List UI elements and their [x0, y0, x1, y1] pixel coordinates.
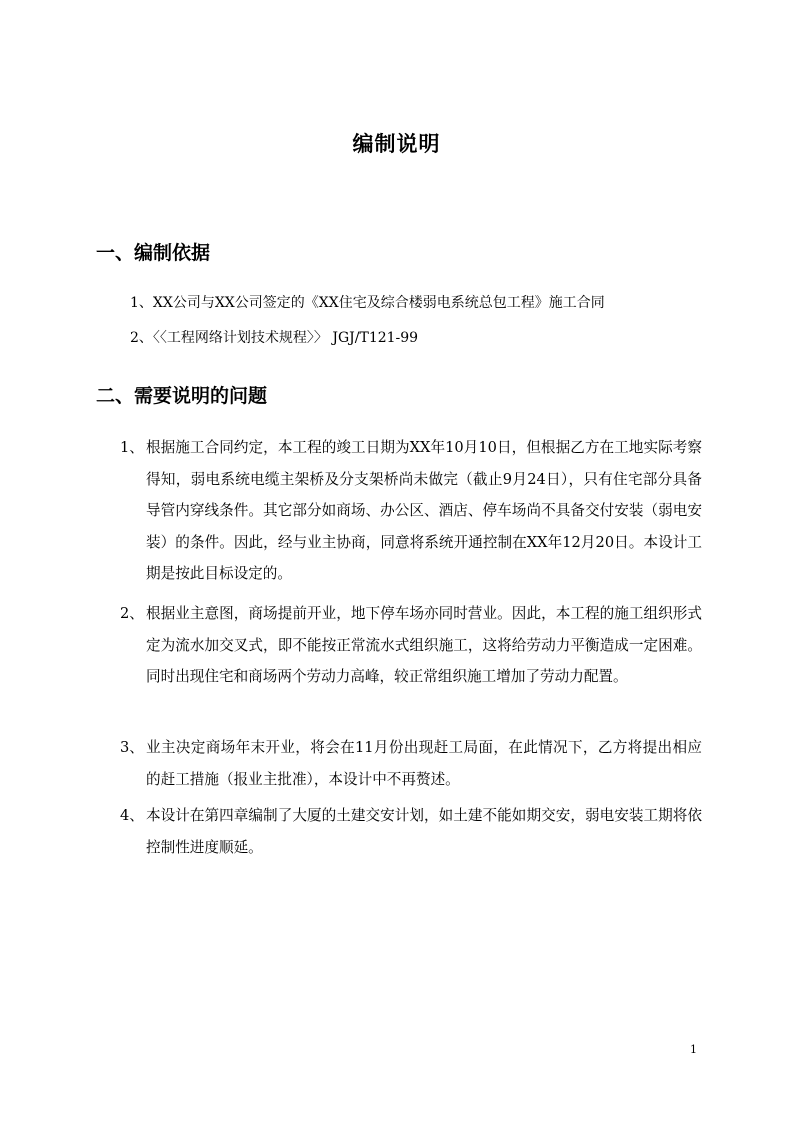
- issue-item-number: 2、: [120, 605, 144, 622]
- section-heading-issues: 二、需要说明的问题: [96, 385, 268, 407]
- issue-item-3: [120, 732, 702, 795]
- issue-item-text: 根据施工合同约定，本工程的竣工日期为XX年10月10日，但根据乙方在工地实际考察得知，弱电系统电缆主架桥及分支架桥尚未做完（截止9月24日），只有住宅部分具备导管内穿线条件。其它部分如商场、办公区、酒店、停车场尚不具备交付安装（弱电安装）的条件。因此，经与业主协商，同意将系统开通控制在XX年12月20日。本设计工期是按此目标设定的。: [146, 439, 702, 582]
- document-title: 编制说明: [352, 132, 441, 156]
- issue-item-number: 4、: [120, 807, 144, 824]
- issue-item-text: 本设计在第四章编制了大厦的土建交安计划，如土建不能如期交安，弱电安装工期将依控制性进度顺延。: [146, 807, 702, 856]
- issue-item-number: 1、: [120, 439, 144, 456]
- basis-item-1: 1、XX公司与XX公司签定的《XX住宅及综合楼弱电系统总包工程》施工合同: [130, 295, 605, 311]
- basis-item-2: 2、〈〈工程网络计划技术规程〉〉 JGJ/T121-99: [130, 330, 419, 346]
- issue-item-2: [120, 598, 702, 693]
- issue-item-4: [120, 800, 702, 863]
- issue-item-text: 业主决定商场年末开业，将会在11月份出现赶工局面，在此情况下，乙方将提出相应的赶工措施（报业主批准），本设计中不再赘述。: [146, 739, 702, 788]
- issue-item-text: 根据业主意图，商场提前开业，地下停车场亦同时营业。因此，本工程的施工组织形式定为流水加交叉式，即不能按正常流水式组织施工，这将给劳动力平衡造成一定困难。同时出现住宅和商场两个劳动力高峰，较正常组织施工增加了劳动力配置。: [146, 605, 702, 685]
- section-heading-basis: 一、编制依据: [96, 242, 211, 264]
- issue-item-number: 3、: [120, 739, 144, 756]
- issue-item-1: [120, 432, 702, 590]
- page-number: 1: [690, 1043, 697, 1056]
